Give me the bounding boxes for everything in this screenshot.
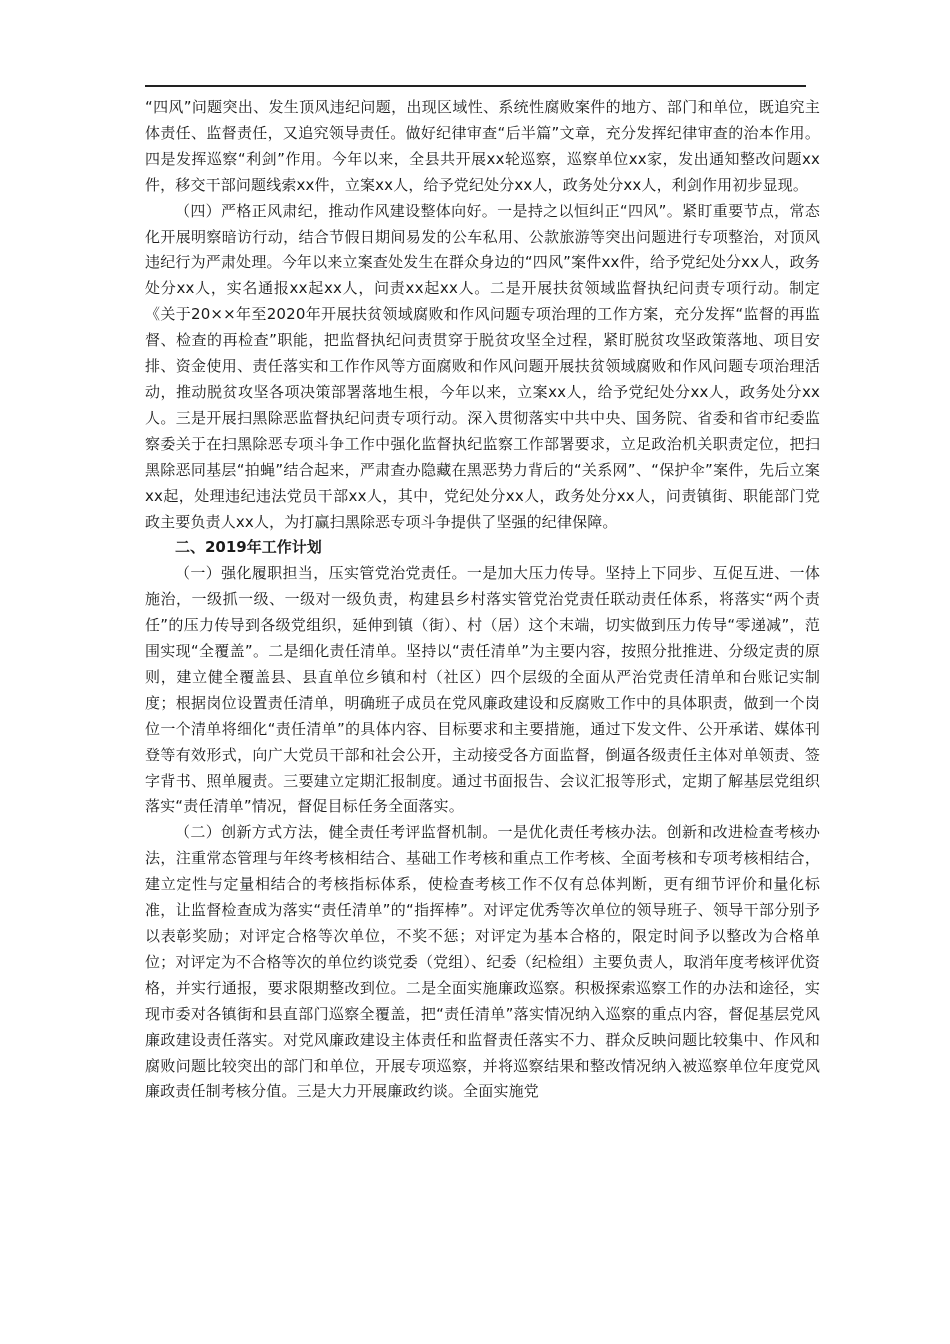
paragraph-plan-1: （一）强化履职担当，压实管党治党责任。一是加大压力传导。坚持上下同步、互促互进、一体施治，一级抓一级、一级对一级负责，构建县乡村落实管党治党责任联动责任体系，将落实“两个责任”的压力传导到各级党组织，延伸到镇（街）、村（居）这个末端，切实做到压力传导“零递减”，范围实现“全覆盖”。二是细化责任清单。坚持以“责任清单”为主要内容，按照分批推进、分级定责的原则，建立健全覆盖县、县直单位乡镇和村（社区）四个层级的全面从严治党责任清单和台账记实制度；根据岗位设置责任清单，明确班子成员在党风廉政建设和反腐败工作中的具体职责，做到一个岗位一个清单将细化“责任清单”的具体内容、目标要求和主要措施，通过下发文件、公开承诺、媒体刊登等有效形式，向广大党员干部和社会公开，主动接受各方面监督，倒逼各级责任主体对单领责、签字背书、照单履责。三要建立定期汇报制度。通过书面报告、会议汇报等形式，定期了解基层党组织落实“责任清单”情况，督促目标任务全面落实。: [145, 564, 820, 816]
document-body: [145, 95, 820, 1105]
section-heading: 二、2019年工作计划: [175, 538, 322, 557]
paragraph-section-4: （四）严格正风肃纪，推动作风建设整体向好。一是持之以恒纠正“四风”。紧盯重要节点，常态化开展明察暗访行动，结合节假日期间易发的公车私用、公款旅游等突出问题进行专项整治，对顶风违纪行为严肃处理。今年以来立案查处发生在群众身边的“四风”案件xx件，给予党纪处分xx人，政务处分xx人，实名通报xx起xx人，问责xx起xx人。二是开展扶贫领域监督执纪问责专项行动。制定《关于20××年至2020年开展扶贫领域腐败和作风问题专项治理的工作方案，充分发挥“监督的再监督、检查的再检查”职能，把监督执纪问责贯穿于脱贫攻坚全过程，紧盯脱贫攻坚政策落地、项目安排、资金使用、责任落实和工作作风等方面腐败和作风问题开展扶贫领域腐败和作风问题专项治理活动，推动脱贫攻坚各项决策部署落地生根，今年以来，立案xx人，给予党纪处分xx人，政务处分xx人。三是开展扫黑除恶监督执纪问责专项行动。深入贯彻落实中共中央、国务院、省委和省市纪委监察委关于在扫黑除恶专项斗争工作中强化监督执纪监察工作部署要求，立足政治机关职责定位，把扫黑除恶同基层“拍蝇”结合起来，严肃查办隐藏在黑恶势力背后的“关系网”、“保护伞”案件，先后立案xx起，处理违纪违法党员干部xx人，其中，党纪处分xx人，政务处分xx人，问责镇街、职能部门党政主要负责人xx人，为打赢扫黑除恶专项斗争提供了坚强的纪律保障。: [145, 201, 820, 531]
paragraph-plan-2: （二）创新方式方法，健全责任考评监督机制。一是优化责任考核办法。创新和改进检查考核办法，注重常态管理与年终考核相结合、基础工作考核和重点工作考核、全面考核和专项考核相结合，建立定性与定量相结合的考核指标体系，使检查考核工作不仅有总体判断，更有细节评价和量化标准，让监督检查成为落实“责任清单”的“指挥棒”。对评定优秀等次单位的领导班子、领导干部分别予以表彰奖励；对评定合格等次单位，不奖不惩；对评定为基本合格的，限定时间予以整改为合格单位；对评定为不合格等次的单位约谈党委（党组）、纪委（纪检组）主要负责人，取消年度考核评优资格，并实行通报，要求限期整改到位。二是全面实施廉政巡察。积极探索巡察工作的办法和途径，实现市委对各镇街和县直部门巡察全覆盖，把“责任清单”落实情况纳入巡察的重点内容，督促基层党风廉政建设责任落实。对党风廉政建设主体责任和监督责任落实不力、群众反映问题比较集中、作风和腐败问题比较突出的部门和单位，开展专项巡察，并将巡察结果和整改情况纳入被巡察单位年度党风廉政责任制考核分值。三是大力开展廉政约谈。全面实施党: [145, 823, 820, 1101]
paragraph-continued: “四风”问题突出、发生顶风违纪问题，出现区域性、系统性腐败案件的地方、部门和单位，既追究主体责任、监督责任，又追究领导责任。做好纪律审查“后半篇”文章，充分发挥纪律审查的治本作用。四是发挥巡察“利剑”作用。今年以来，全县共开展xx轮巡察，巡察单位xx家，发出通知整改问题xx件，移交干部问题线索xx件，立案xx人，给予党纪处分xx人，政务处分xx人，利剑作用初步显现。: [145, 98, 820, 194]
header-rule: [145, 85, 806, 87]
